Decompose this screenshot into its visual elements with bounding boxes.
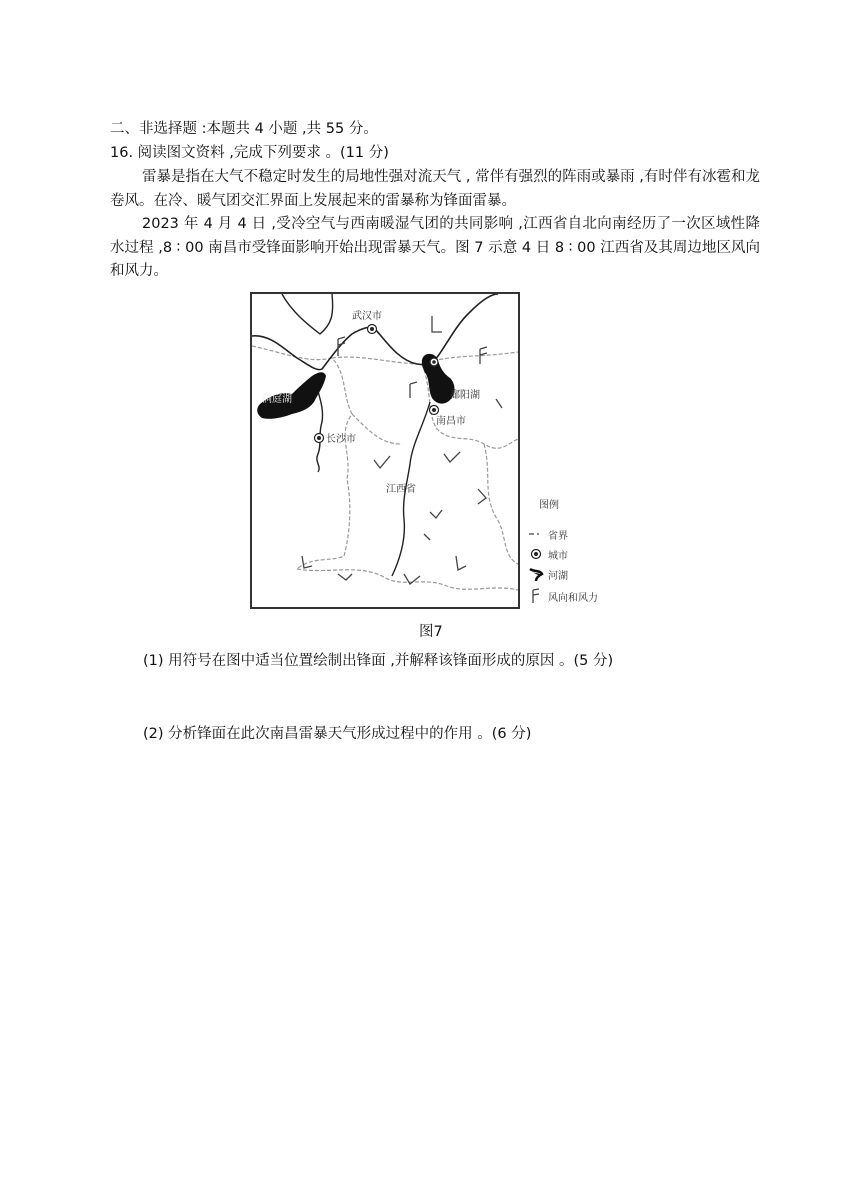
legend-item-border: 省界 <box>526 526 568 542</box>
paragraph-event: 2023 年 4 月 4 日 ,受冷空气与西南暖湿气团的共同影响 ,江西省自北向南经历了一次区域性降水过程 ,8 ∶ 00 南昌市受锋面影响开始出现雷暴天气。图 7 示意 4 日 8 ∶ 00 江西省及其周边地区风向和风力。 <box>110 216 760 279</box>
legend-item-wind: 风向和风力 <box>526 588 598 604</box>
legend-item-river-lake: 河湖 <box>526 566 568 582</box>
question-title: 16. 阅读图文资料 ,完成下列要求 。(11 分) <box>110 145 389 161</box>
label-poyang: 鄱阳湖 <box>450 390 480 401</box>
wind-barb-icon <box>496 399 502 408</box>
wind-barb-icon <box>424 534 430 540</box>
label-wuhan: 武汉市 <box>352 311 382 322</box>
province-borders <box>252 346 518 590</box>
wind-barb-icon <box>526 588 548 604</box>
label-dongting: 洞庭湖 <box>262 394 292 405</box>
wind-barb-icon <box>430 510 442 518</box>
city-icon <box>526 546 548 562</box>
sub-question-2: (2) 分析锋面在此次南昌雷暴天气形成过程中的作用 。(6 分) <box>143 726 532 742</box>
wind-barb-icon <box>432 316 442 332</box>
province-border-icon <box>526 526 548 542</box>
wind-barb-icon <box>478 489 486 504</box>
xiang-river <box>316 384 323 472</box>
wind-barb-icon <box>374 456 390 468</box>
legend-title: 图例 <box>539 500 559 511</box>
wind-barb-icon <box>456 556 466 570</box>
river-lake-icon <box>526 566 548 582</box>
city-jiujiang-icon <box>430 358 438 366</box>
city-changsha-icon <box>315 434 324 443</box>
map-svg <box>252 294 518 607</box>
sub-question-1: (1) 用符号在图中适当位置绘制出锋面 ,并解释该锋面形成的原因 。(5 分) <box>143 653 614 669</box>
han-river <box>282 294 333 334</box>
figure-caption: 图7 <box>419 624 443 640</box>
wind-barb-icon <box>338 574 352 580</box>
map-legend <box>526 496 626 608</box>
section-heading: 二、非选择题 :本题共 4 小题 ,共 55 分。 <box>110 121 378 137</box>
wind-barb-icon <box>444 452 460 462</box>
label-nanchang: 南昌市 <box>436 416 466 427</box>
paragraph-definition: 雷暴是指在大气不稳定时发生的局地性强对流天气 , 常伴有强烈的阵雨或暴雨 ,有时伴有冰雹和龙卷风。在冷、暖气团交汇界面上发展起来的雷暴称为锋面雷暴。 <box>110 169 760 209</box>
city-wuhan-icon <box>368 325 377 334</box>
legend-item-city: 城市 <box>526 546 568 562</box>
weather-map <box>250 292 520 609</box>
wind-barb-icon <box>410 382 417 398</box>
label-jiangxi: 江西省 <box>386 484 416 495</box>
label-changsha: 长沙市 <box>326 434 356 445</box>
city-nanchang-icon <box>430 406 439 415</box>
